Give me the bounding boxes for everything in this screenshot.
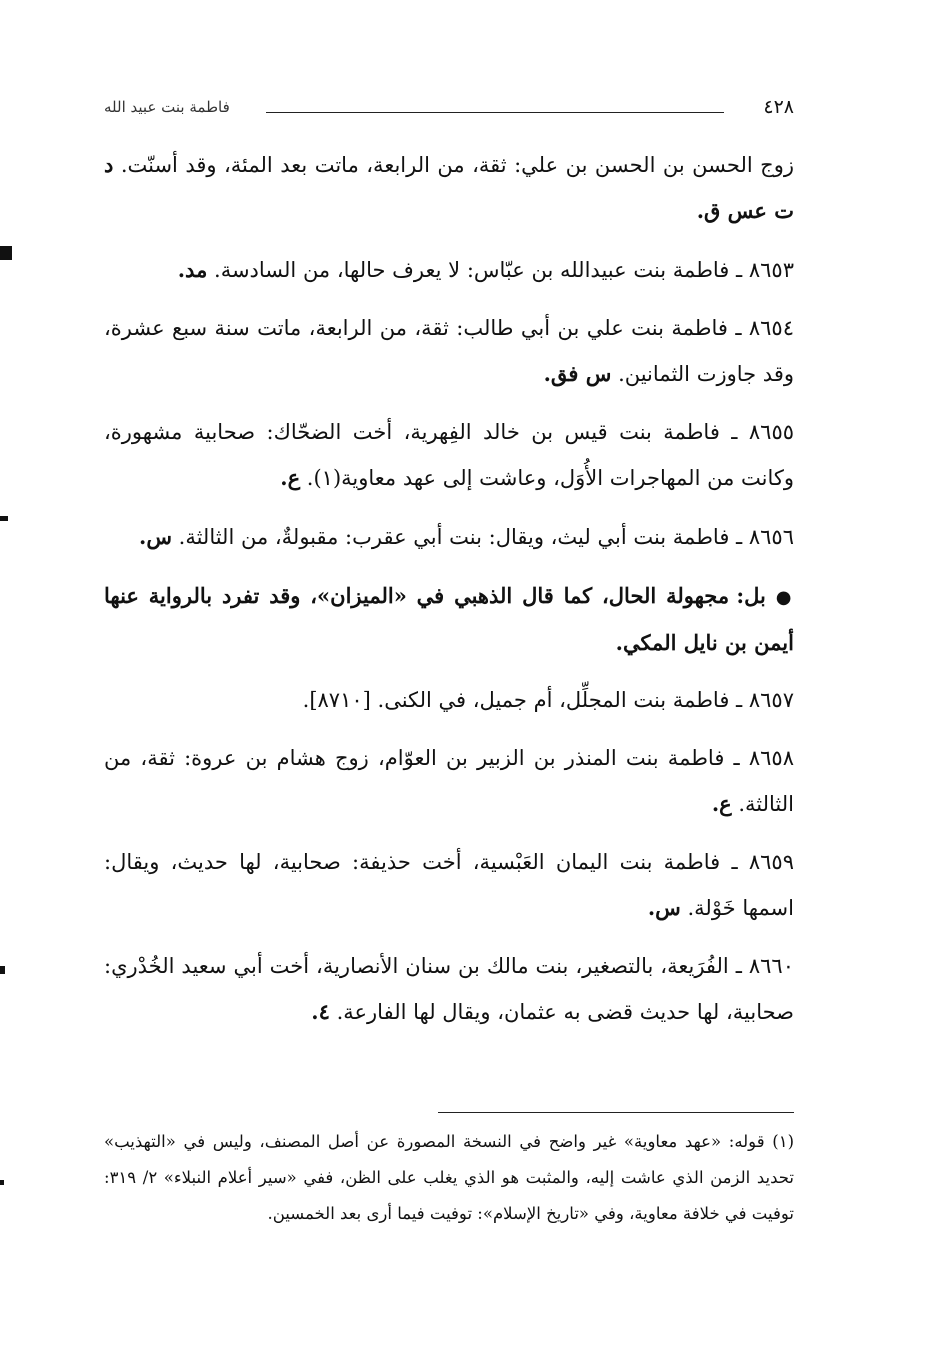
entry-text: زوج الحسن بن الحسن بن علي: ثقة، من الرابعة، ماتت بعد المئة، وقد أسنّت. [120,153,794,177]
entry-8658 [104,736,794,827]
footnotes [104,1124,794,1232]
entry-8659 [104,840,794,931]
entry-text: فاطمة بنت اليمان العَبْسية، أخت حذيفة: صحابية، لها حديث، ويقال: اسمها خَوْلة. [104,850,794,920]
page-number: ٤٢٨ [763,96,794,118]
bullet-icon: ● [775,587,794,608]
scan-edge-mark [0,1180,4,1185]
entry-8657 [104,678,794,723]
footnote-separator [438,1112,794,1113]
entry-text: فاطمة بنت المنذر بن الزبير بن العوّام، زوج هشام بن عروة: ثقة، من الثالثة. [104,746,794,816]
entry-text: فاطمة بنت عبيدالله بن عبّاس: لا يعرف حالها، من السادسة. [214,258,730,282]
entry-sigla: ٤. [311,999,330,1024]
entry-sigla: س. [139,524,172,549]
entry-text: فاطمة بنت المجلِّل، أم جميل، في الكنى. [٨٧١٠]. [302,688,730,712]
entry-number: ٨٦٥٤ ـ [735,316,794,340]
entry-8655 [104,410,794,501]
editor-note [104,573,794,665]
entry-number: ٨٦٥٣ ـ [736,258,794,282]
entry-number: ٨٦٥٥ ـ [731,420,795,444]
entry-continuation [104,142,794,234]
entry-sigla: ع. [711,791,732,816]
entry-sigla: د ت عس ق. [104,152,794,223]
entry-8653 [104,247,794,293]
entry-8654 [104,306,794,397]
scan-edge-mark [0,246,12,260]
entry-sigla: س. [647,895,681,920]
entry-number: ٨٦٥٦ ـ [736,525,794,549]
entry-number: ٨٦٥٩ ـ [731,850,794,874]
entry-number: ٨٦٥٨ ـ [733,746,794,770]
header-rule [266,112,724,113]
entry-8656 [104,514,794,560]
footnote-1: (١) قوله: «عهد معاوية» غير واضح في النسخة المصورة عن أصل المصنف، وليس في «التهذيب» تحديد الزمن الذي عاشت إليه، والمثبت هو الذي يغلب على الظن، ففي «سير أعلام النبلاء» ٢/ ٣١٩: توفيت في خلافة معاوية، وفي «تاريخ الإسلام»: توفيت فيما أرى بعد الخمسين. [104,1132,794,1223]
entry-text: الفُرَيعة، بالتصغير، بنت مالك بن سنان الأنصارية، أخت أبي سعيد الخُدْري: صحابية، لها حديث قضى به عثمان، ويقال لها الفارعة. [104,954,794,1024]
note-text: بل: مجهولة الحال، كما قال الذهبي في «الميزان»، وقد تفرد بالرواية عنها أيمن بن نايل المكي. [104,583,794,655]
entry-sigla: مد. [177,257,208,282]
entry-8660 [104,944,794,1035]
scan-edge-mark [0,516,8,521]
entry-sigla: س فق. [543,361,612,386]
main-text [104,142,794,1048]
entry-text: فاطمة بنت أبي ليث، ويقال: بنت أبي عقرب: مقبولةٌ، من الثالثة. [178,525,730,549]
entry-number: ٨٦٦٠ ـ [735,954,794,978]
entry-number: ٨٦٥٧ ـ [736,688,794,712]
page-header [104,92,794,128]
entry-sigla: ع. [280,465,301,490]
entry-text: فاطمة بنت علي بن أبي طالب: ثقة، من الرابعة، ماتت سنة سبع عشرة، وقد جاوزت الثمانين. [104,316,794,386]
running-title: فاطمة بنت عبيد الله [104,98,230,116]
scan-edge-mark [0,966,5,974]
entry-text: فاطمة بنت قيس بن خالد الفِهرية، أخت الضحّاك: صحابية مشهورة، وكانت من المهاجرات الأُوَل، وعاشت إلى عهد معاوية(١). [104,420,794,490]
